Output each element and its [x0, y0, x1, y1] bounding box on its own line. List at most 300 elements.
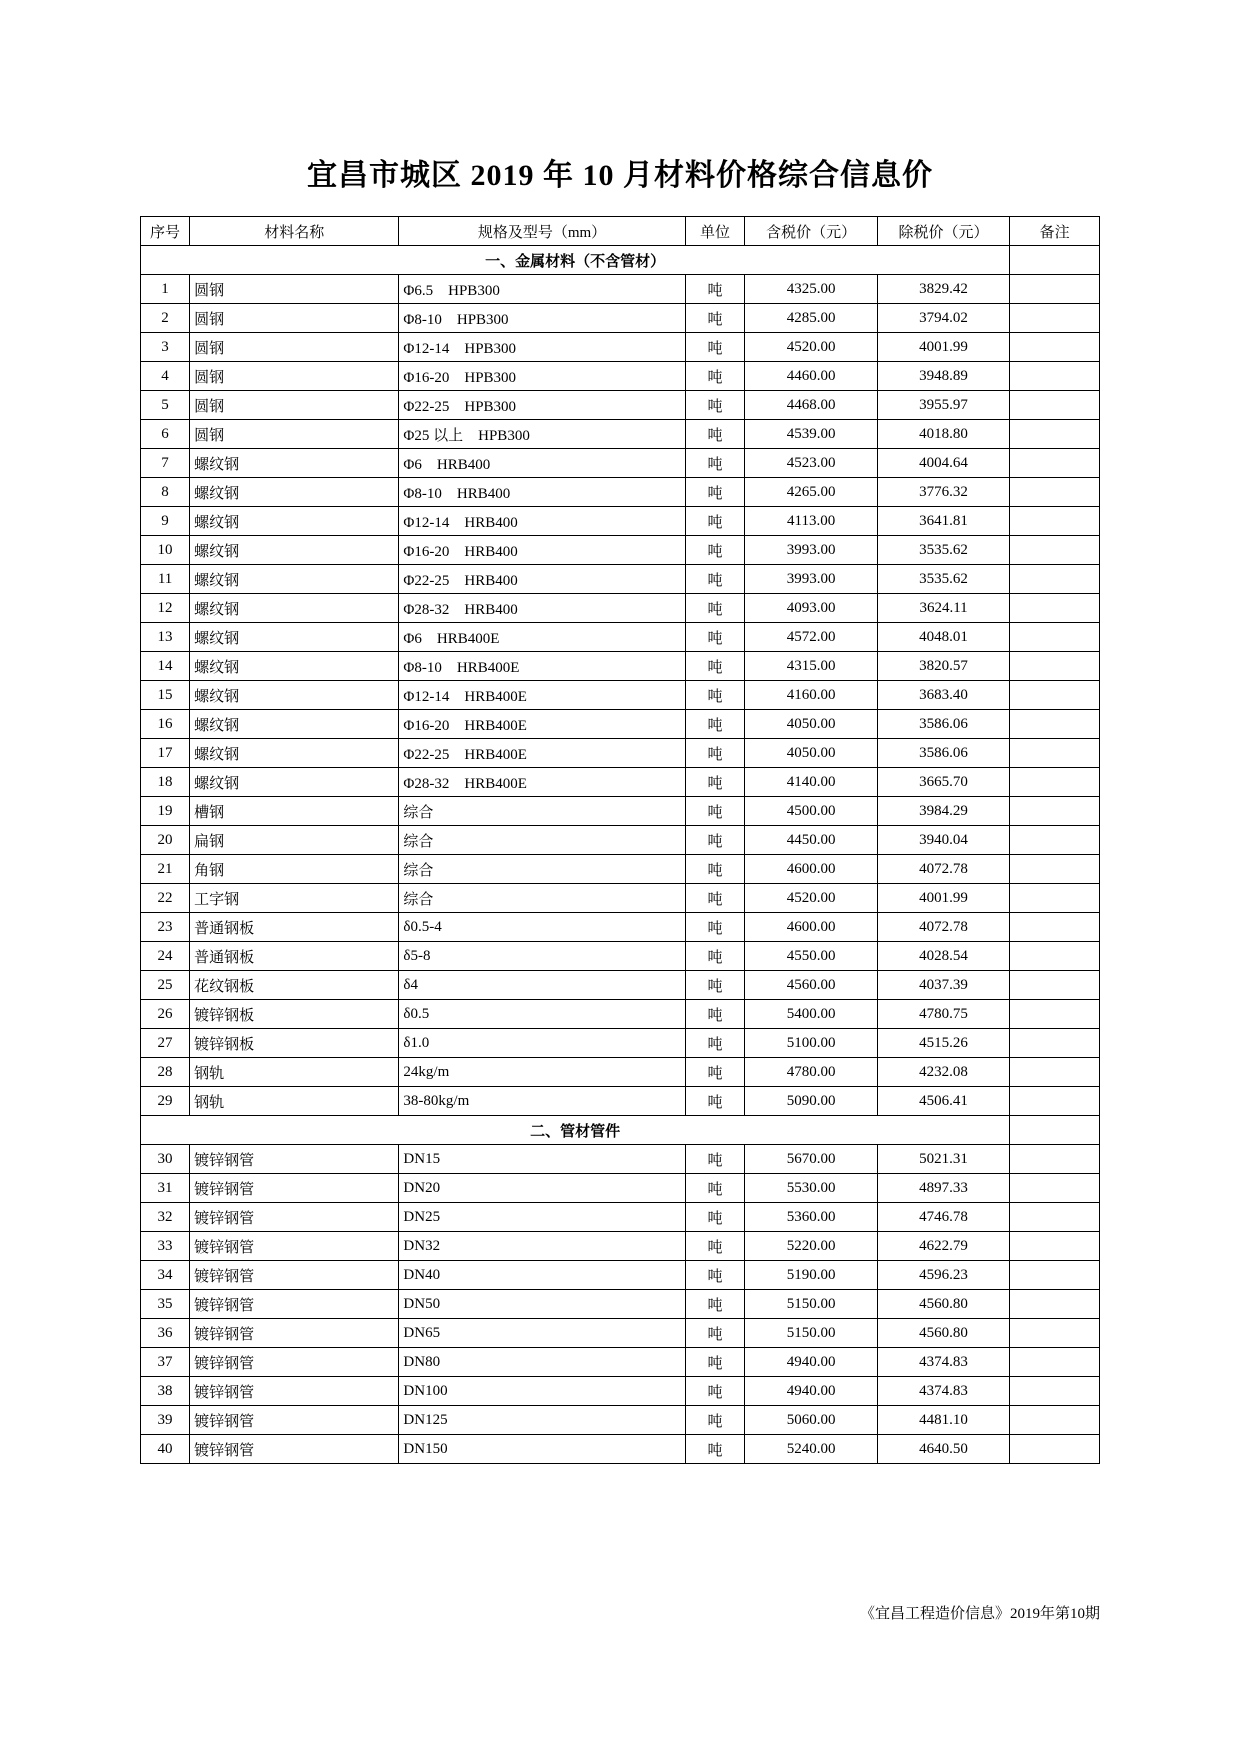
cell-remark: [1010, 797, 1100, 826]
cell-notax-price: 4622.79: [877, 1232, 1009, 1261]
table-section-row: [141, 246, 1100, 275]
section-label: 二、管材管件: [141, 1116, 1010, 1145]
cell-tax-price: 4600.00: [745, 913, 877, 942]
cell-material-name: 螺纹钢: [190, 710, 399, 739]
cell-material-name: 扁钢: [190, 826, 399, 855]
cell-notax-price: 3829.42: [877, 275, 1009, 304]
cell-unit: 吨: [685, 304, 745, 333]
cell-no: 12: [141, 594, 190, 623]
cell-remark: [1010, 1232, 1100, 1261]
cell-unit: 吨: [685, 1348, 745, 1377]
cell-remark: [1010, 1319, 1100, 1348]
cell-notax-price: 4028.54: [877, 942, 1009, 971]
cell-tax-price: 4325.00: [745, 275, 877, 304]
cell-remark: [1010, 768, 1100, 797]
cell-remark: [1010, 913, 1100, 942]
cell-no: 40: [141, 1435, 190, 1464]
table-row: [141, 768, 1100, 797]
cell-unit: 吨: [685, 275, 745, 304]
cell-remark: [1010, 1058, 1100, 1087]
cell-remark: [1010, 362, 1100, 391]
cell-remark: [1010, 507, 1100, 536]
cell-no: 22: [141, 884, 190, 913]
table-row: [141, 1145, 1100, 1174]
cell-notax-price: 3940.04: [877, 826, 1009, 855]
cell-notax-price: 3794.02: [877, 304, 1009, 333]
cell-notax-price: 4515.26: [877, 1029, 1009, 1058]
cell-no: 1: [141, 275, 190, 304]
cell-spec: Φ25 以上 HPB300: [399, 420, 685, 449]
cell-notax-price: 4560.80: [877, 1319, 1009, 1348]
cell-notax-price: 3624.11: [877, 594, 1009, 623]
cell-tax-price: 4050.00: [745, 739, 877, 768]
cell-tax-price: 5220.00: [745, 1232, 877, 1261]
cell-remark: [1010, 1029, 1100, 1058]
cell-unit: 吨: [685, 942, 745, 971]
cell-remark: [1010, 1435, 1100, 1464]
cell-notax-price: 4374.83: [877, 1377, 1009, 1406]
cell-unit: 吨: [685, 362, 745, 391]
cell-unit: 吨: [685, 1000, 745, 1029]
table-row: [141, 710, 1100, 739]
cell-notax-price: 3776.32: [877, 478, 1009, 507]
cell-notax-price: 3820.57: [877, 652, 1009, 681]
table-row: [141, 1029, 1100, 1058]
cell-no: 34: [141, 1261, 190, 1290]
cell-no: 16: [141, 710, 190, 739]
cell-notax-price: 4072.78: [877, 855, 1009, 884]
cell-spec: DN50: [399, 1290, 685, 1319]
cell-tax-price: 5090.00: [745, 1087, 877, 1116]
cell-tax-price: 4520.00: [745, 884, 877, 913]
cell-material-name: 镀锌钢管: [190, 1435, 399, 1464]
cell-material-name: 镀锌钢管: [190, 1174, 399, 1203]
cell-unit: 吨: [685, 594, 745, 623]
cell-remark: [1010, 1348, 1100, 1377]
cell-remark: [1010, 1145, 1100, 1174]
cell-tax-price: 4450.00: [745, 826, 877, 855]
cell-notax-price: 3535.62: [877, 565, 1009, 594]
cell-spec: DN25: [399, 1203, 685, 1232]
cell-material-name: 镀锌钢板: [190, 1000, 399, 1029]
cell-spec: 综合: [399, 884, 685, 913]
table-row: [141, 1232, 1100, 1261]
cell-notax-price: 4374.83: [877, 1348, 1009, 1377]
cell-no: 23: [141, 913, 190, 942]
cell-tax-price: 4780.00: [745, 1058, 877, 1087]
cell-remark: [1010, 1406, 1100, 1435]
cell-unit: 吨: [685, 1029, 745, 1058]
cell-unit: 吨: [685, 884, 745, 913]
cell-tax-price: 4160.00: [745, 681, 877, 710]
cell-spec: δ4: [399, 971, 685, 1000]
table-row: [141, 1058, 1100, 1087]
cell-remark: [1010, 304, 1100, 333]
cell-no: 2: [141, 304, 190, 333]
cell-material-name: 圆钢: [190, 333, 399, 362]
cell-no: 10: [141, 536, 190, 565]
table-row: [141, 1406, 1100, 1435]
cell-spec: 38-80kg/m: [399, 1087, 685, 1116]
table-row: [141, 304, 1100, 333]
cell-notax-price: 3586.06: [877, 710, 1009, 739]
cell-no: 11: [141, 565, 190, 594]
cell-spec: DN150: [399, 1435, 685, 1464]
cell-material-name: 圆钢: [190, 304, 399, 333]
cell-tax-price: 5060.00: [745, 1406, 877, 1435]
cell-spec: 24kg/m: [399, 1058, 685, 1087]
cell-unit: 吨: [685, 1319, 745, 1348]
cell-material-name: 槽钢: [190, 797, 399, 826]
cell-remark: [1010, 942, 1100, 971]
cell-spec: DN15: [399, 1145, 685, 1174]
cell-material-name: 圆钢: [190, 362, 399, 391]
cell-no: 36: [141, 1319, 190, 1348]
cell-spec: Φ8-10 HPB300: [399, 304, 685, 333]
cell-remark: [1010, 478, 1100, 507]
cell-tax-price: 4550.00: [745, 942, 877, 971]
cell-material-name: 螺纹钢: [190, 623, 399, 652]
table-row: [141, 1261, 1100, 1290]
cell-tax-price: 4265.00: [745, 478, 877, 507]
cell-remark: [1010, 333, 1100, 362]
cell-remark: [1010, 710, 1100, 739]
material-price-table: [140, 216, 1100, 1464]
cell-spec: Φ8-10 HRB400: [399, 478, 685, 507]
table-row: [141, 913, 1100, 942]
cell-tax-price: 4520.00: [745, 333, 877, 362]
cell-notax-price: 4481.10: [877, 1406, 1009, 1435]
cell-no: 9: [141, 507, 190, 536]
cell-remark: [1010, 449, 1100, 478]
cell-notax-price: 3665.70: [877, 768, 1009, 797]
cell-unit: 吨: [685, 855, 745, 884]
table-row: [141, 275, 1100, 304]
cell-unit: 吨: [685, 1087, 745, 1116]
cell-notax-price: 3948.89: [877, 362, 1009, 391]
cell-notax-price: 4037.39: [877, 971, 1009, 1000]
cell-no: 13: [141, 623, 190, 652]
cell-remark: [1010, 1261, 1100, 1290]
cell-no: 32: [141, 1203, 190, 1232]
cell-no: 30: [141, 1145, 190, 1174]
table-row: [141, 478, 1100, 507]
cell-tax-price: 5670.00: [745, 1145, 877, 1174]
cell-no: 3: [141, 333, 190, 362]
table-row: [141, 1000, 1100, 1029]
cell-unit: 吨: [685, 1174, 745, 1203]
cell-spec: Φ6.5 HPB300: [399, 275, 685, 304]
table-row: [141, 1435, 1100, 1464]
cell-spec: DN65: [399, 1319, 685, 1348]
cell-material-name: 螺纹钢: [190, 478, 399, 507]
cell-tax-price: 4050.00: [745, 710, 877, 739]
table-row: [141, 420, 1100, 449]
cell-spec: Φ28-32 HRB400: [399, 594, 685, 623]
cell-notax-price: 3955.97: [877, 391, 1009, 420]
cell-notax-price: 4004.64: [877, 449, 1009, 478]
column-header-unit: 单位: [685, 217, 745, 246]
cell-spec: 综合: [399, 797, 685, 826]
cell-remark: [1010, 1203, 1100, 1232]
cell-tax-price: 4572.00: [745, 623, 877, 652]
cell-spec: Φ28-32 HRB400E: [399, 768, 685, 797]
cell-no: 29: [141, 1087, 190, 1116]
cell-no: 24: [141, 942, 190, 971]
cell-notax-price: 4001.99: [877, 884, 1009, 913]
cell-no: 31: [141, 1174, 190, 1203]
cell-tax-price: 5100.00: [745, 1029, 877, 1058]
cell-material-name: 镀锌钢管: [190, 1377, 399, 1406]
cell-tax-price: 5150.00: [745, 1319, 877, 1348]
cell-notax-price: 4897.33: [877, 1174, 1009, 1203]
cell-notax-price: 4072.78: [877, 913, 1009, 942]
cell-notax-price: 4232.08: [877, 1058, 1009, 1087]
table-header-row: [141, 217, 1100, 246]
cell-unit: 吨: [685, 1145, 745, 1174]
cell-notax-price: 3641.81: [877, 507, 1009, 536]
cell-remark: [1010, 652, 1100, 681]
cell-no: 21: [141, 855, 190, 884]
cell-unit: 吨: [685, 333, 745, 362]
cell-unit: 吨: [685, 1058, 745, 1087]
cell-unit: 吨: [685, 478, 745, 507]
table-body: [141, 246, 1100, 1464]
table-row: [141, 1290, 1100, 1319]
cell-remark: [1010, 855, 1100, 884]
cell-notax-price: 3586.06: [877, 739, 1009, 768]
cell-notax-price: 4640.50: [877, 1435, 1009, 1464]
cell-spec: DN125: [399, 1406, 685, 1435]
cell-material-name: 螺纹钢: [190, 536, 399, 565]
table-row: [141, 391, 1100, 420]
cell-spec: Φ6 HRB400E: [399, 623, 685, 652]
cell-material-name: 镀锌钢管: [190, 1145, 399, 1174]
cell-spec: Φ12-14 HRB400: [399, 507, 685, 536]
cell-unit: 吨: [685, 652, 745, 681]
table-row: [141, 507, 1100, 536]
cell-material-name: 镀锌钢管: [190, 1348, 399, 1377]
cell-spec: 综合: [399, 855, 685, 884]
cell-tax-price: 4600.00: [745, 855, 877, 884]
table-row: [141, 594, 1100, 623]
cell-tax-price: 4523.00: [745, 449, 877, 478]
cell-unit: 吨: [685, 1232, 745, 1261]
cell-no: 4: [141, 362, 190, 391]
cell-spec: δ5-8: [399, 942, 685, 971]
cell-tax-price: 5360.00: [745, 1203, 877, 1232]
cell-no: 5: [141, 391, 190, 420]
cell-notax-price: 4001.99: [877, 333, 1009, 362]
cell-notax-price: 4596.23: [877, 1261, 1009, 1290]
cell-spec: δ0.5: [399, 1000, 685, 1029]
cell-notax-price: 4018.80: [877, 420, 1009, 449]
cell-unit: 吨: [685, 768, 745, 797]
table-row: [141, 362, 1100, 391]
cell-remark: [1010, 1290, 1100, 1319]
section-remark-cell: [1010, 246, 1100, 275]
cell-no: 38: [141, 1377, 190, 1406]
cell-remark: [1010, 623, 1100, 652]
cell-no: 35: [141, 1290, 190, 1319]
cell-unit: 吨: [685, 507, 745, 536]
cell-spec: DN40: [399, 1261, 685, 1290]
cell-material-name: 镀锌钢板: [190, 1029, 399, 1058]
cell-spec: Φ22-25 HRB400E: [399, 739, 685, 768]
cell-unit: 吨: [685, 1261, 745, 1290]
cell-no: 37: [141, 1348, 190, 1377]
cell-tax-price: 5400.00: [745, 1000, 877, 1029]
cell-spec: δ0.5-4: [399, 913, 685, 942]
table-row: [141, 1377, 1100, 1406]
cell-unit: 吨: [685, 536, 745, 565]
cell-tax-price: 4940.00: [745, 1348, 877, 1377]
cell-material-name: 镀锌钢管: [190, 1203, 399, 1232]
cell-spec: Φ16-20 HRB400: [399, 536, 685, 565]
cell-notax-price: 3683.40: [877, 681, 1009, 710]
cell-remark: [1010, 1087, 1100, 1116]
cell-notax-price: 3984.29: [877, 797, 1009, 826]
cell-material-name: 普通钢板: [190, 942, 399, 971]
cell-spec: Φ16-20 HRB400E: [399, 710, 685, 739]
page-title: 宜昌市城区 2019 年 10 月材料价格综合信息价: [307, 159, 933, 192]
cell-remark: [1010, 275, 1100, 304]
cell-tax-price: 5190.00: [745, 1261, 877, 1290]
section-label: 一、金属材料（不含管材）: [141, 246, 1010, 275]
cell-no: 18: [141, 768, 190, 797]
table-row: [141, 1087, 1100, 1116]
cell-tax-price: 3993.00: [745, 536, 877, 565]
cell-spec: Φ16-20 HPB300: [399, 362, 685, 391]
cell-spec: Φ12-14 HRB400E: [399, 681, 685, 710]
cell-unit: 吨: [685, 565, 745, 594]
table-row: [141, 1319, 1100, 1348]
column-header-spec: 规格及型号（mm）: [399, 217, 685, 246]
cell-material-name: 镀锌钢管: [190, 1232, 399, 1261]
table-row: [141, 942, 1100, 971]
table-row: [141, 1348, 1100, 1377]
table-row: [141, 652, 1100, 681]
table-row: [141, 623, 1100, 652]
section-remark-cell: [1010, 1116, 1100, 1145]
cell-remark: [1010, 971, 1100, 1000]
cell-material-name: 角钢: [190, 855, 399, 884]
page-footer: 《宜昌工程造价信息》2019年第10期: [859, 1606, 1100, 1622]
cell-remark: [1010, 884, 1100, 913]
cell-unit: 吨: [685, 1435, 745, 1464]
cell-notax-price: 4560.80: [877, 1290, 1009, 1319]
cell-tax-price: 4940.00: [745, 1377, 877, 1406]
cell-remark: [1010, 739, 1100, 768]
table-row: [141, 971, 1100, 1000]
cell-notax-price: 4780.75: [877, 1000, 1009, 1029]
cell-no: 15: [141, 681, 190, 710]
cell-tax-price: 5150.00: [745, 1290, 877, 1319]
cell-remark: [1010, 1000, 1100, 1029]
column-header-notax-price: 除税价（元）: [877, 217, 1009, 246]
cell-material-name: 螺纹钢: [190, 681, 399, 710]
cell-notax-price: 4746.78: [877, 1203, 1009, 1232]
table-row: [141, 449, 1100, 478]
cell-material-name: 螺纹钢: [190, 449, 399, 478]
cell-spec: Φ12-14 HPB300: [399, 333, 685, 362]
cell-tax-price: 5530.00: [745, 1174, 877, 1203]
cell-material-name: 螺纹钢: [190, 739, 399, 768]
table-row: [141, 739, 1100, 768]
cell-material-name: 圆钢: [190, 420, 399, 449]
cell-remark: [1010, 536, 1100, 565]
cell-tax-price: 4460.00: [745, 362, 877, 391]
table-section-row: [141, 1116, 1100, 1145]
table-row: [141, 855, 1100, 884]
cell-tax-price: 4315.00: [745, 652, 877, 681]
table-row: [141, 797, 1100, 826]
cell-unit: 吨: [685, 826, 745, 855]
column-header-no: 序号: [141, 217, 190, 246]
cell-spec: DN100: [399, 1377, 685, 1406]
cell-material-name: 圆钢: [190, 275, 399, 304]
cell-material-name: 镀锌钢管: [190, 1319, 399, 1348]
cell-spec: 综合: [399, 826, 685, 855]
cell-notax-price: 4506.41: [877, 1087, 1009, 1116]
cell-spec: Φ6 HRB400: [399, 449, 685, 478]
cell-no: 6: [141, 420, 190, 449]
cell-material-name: 工字钢: [190, 884, 399, 913]
cell-remark: [1010, 391, 1100, 420]
cell-remark: [1010, 1377, 1100, 1406]
cell-remark: [1010, 594, 1100, 623]
cell-unit: 吨: [685, 449, 745, 478]
cell-spec: DN80: [399, 1348, 685, 1377]
cell-no: 14: [141, 652, 190, 681]
cell-unit: 吨: [685, 623, 745, 652]
cell-tax-price: 4500.00: [745, 797, 877, 826]
cell-no: 17: [141, 739, 190, 768]
column-header-remark: 备注: [1010, 217, 1100, 246]
table-row: [141, 565, 1100, 594]
column-header-tax-price: 含税价（元）: [745, 217, 877, 246]
cell-tax-price: 4285.00: [745, 304, 877, 333]
cell-tax-price: 4539.00: [745, 420, 877, 449]
cell-no: 39: [141, 1406, 190, 1435]
cell-material-name: 普通钢板: [190, 913, 399, 942]
cell-no: 20: [141, 826, 190, 855]
cell-unit: 吨: [685, 710, 745, 739]
cell-tax-price: 4468.00: [745, 391, 877, 420]
cell-spec: δ1.0: [399, 1029, 685, 1058]
cell-spec: DN32: [399, 1232, 685, 1261]
cell-spec: Φ22-25 HRB400: [399, 565, 685, 594]
cell-material-name: 镀锌钢管: [190, 1261, 399, 1290]
cell-notax-price: 5021.31: [877, 1145, 1009, 1174]
cell-unit: 吨: [685, 913, 745, 942]
cell-material-name: 螺纹钢: [190, 768, 399, 797]
cell-material-name: 花纹钢板: [190, 971, 399, 1000]
cell-unit: 吨: [685, 1290, 745, 1319]
cell-unit: 吨: [685, 420, 745, 449]
cell-no: 7: [141, 449, 190, 478]
cell-remark: [1010, 565, 1100, 594]
cell-no: 25: [141, 971, 190, 1000]
table-row: [141, 681, 1100, 710]
cell-no: 28: [141, 1058, 190, 1087]
cell-no: 19: [141, 797, 190, 826]
table-header: [141, 217, 1100, 246]
cell-spec: Φ22-25 HPB300: [399, 391, 685, 420]
table-row: [141, 536, 1100, 565]
cell-spec: Φ8-10 HRB400E: [399, 652, 685, 681]
cell-material-name: 螺纹钢: [190, 594, 399, 623]
